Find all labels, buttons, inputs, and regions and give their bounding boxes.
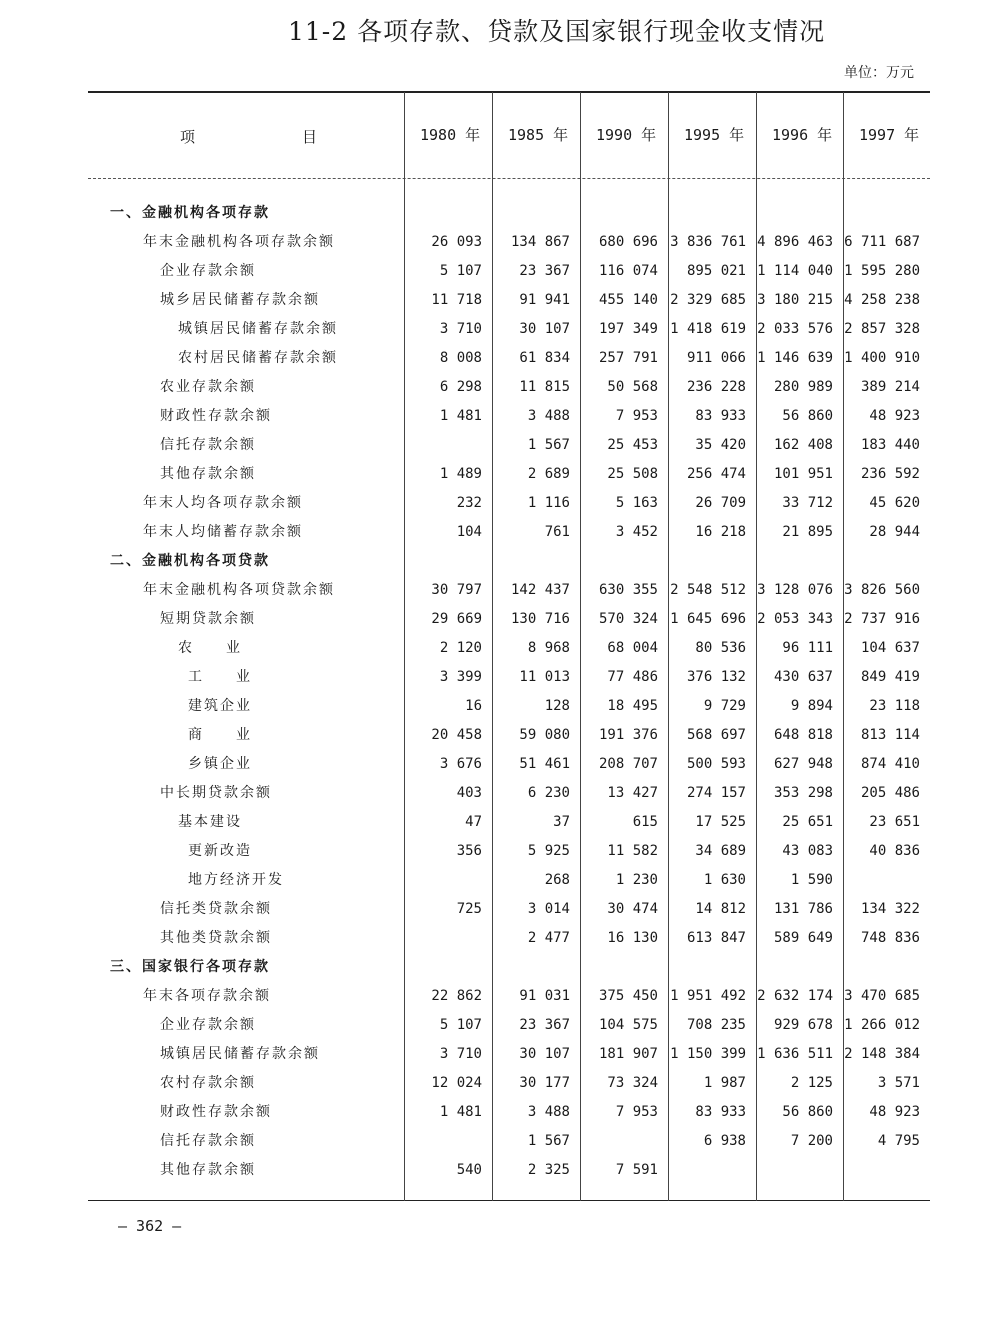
cell-value: 3 710 (439, 321, 482, 337)
table-row (88, 953, 930, 982)
cell-value: 1 400 910 (844, 350, 920, 366)
cell-value: 20 458 (431, 727, 482, 743)
cell-value: 268 (544, 872, 570, 888)
cell-value: 1 630 (703, 872, 746, 888)
cell-value: 16 130 (607, 930, 658, 946)
cell-value: 4 795 (877, 1133, 920, 1149)
cell-value: 11 815 (519, 379, 570, 395)
cell-value: 50 568 (607, 379, 658, 395)
row-label: 年末金融机构各项存款余额 (143, 234, 335, 250)
cell-value: 23 651 (869, 814, 920, 830)
table-row (88, 576, 930, 605)
cell-value: 455 140 (598, 292, 658, 308)
table-row (88, 750, 930, 779)
row-label: 基本建设 (178, 814, 242, 830)
table-row (88, 199, 930, 228)
cell-value: 9 894 (790, 698, 833, 714)
row-label: 短期贷款余额 (160, 611, 256, 627)
cell-value: 2 477 (527, 930, 570, 946)
cell-value: 33 712 (782, 495, 833, 511)
cell-value: 191 376 (598, 727, 658, 743)
row-label: 年末人均各项存款余额 (143, 495, 303, 511)
table-row (88, 866, 930, 895)
cell-value: 2 125 (790, 1075, 833, 1091)
cell-value: 181 907 (598, 1046, 658, 1062)
cell-value: 26 093 (431, 234, 482, 250)
table-row (88, 895, 930, 924)
cell-value: 5 107 (439, 1017, 482, 1033)
cell-value: 77 486 (607, 669, 658, 685)
cell-value: 849 419 (860, 669, 920, 685)
cell-value (580, 1127, 668, 1156)
cell-value (668, 1156, 756, 1185)
cell-value: 104 637 (860, 640, 920, 656)
cell-value: 13 427 (607, 785, 658, 801)
cell-value (404, 431, 492, 460)
cell-value: 5 107 (439, 263, 482, 279)
cell-value (843, 953, 930, 982)
cell-value: 1 481 (439, 408, 482, 424)
cell-value (404, 953, 492, 982)
cell-value: 34 689 (695, 843, 746, 859)
cell-value: 83 933 (695, 408, 746, 424)
cell-value: 430 637 (773, 669, 833, 685)
cell-value: 83 933 (695, 1104, 746, 1120)
cell-value: 91 031 (519, 988, 570, 1004)
header-year-1995: 1995 年 (684, 126, 745, 144)
cell-value: 128 (544, 698, 570, 714)
cell-value: 2 148 384 (844, 1046, 920, 1062)
cell-value: 17 525 (695, 814, 746, 830)
cell-value: 627 948 (773, 756, 833, 772)
cell-value: 30 474 (607, 901, 658, 917)
cell-value: 30 177 (519, 1075, 570, 1091)
row-label: 农业存款余额 (160, 379, 256, 395)
cell-value: 68 004 (607, 640, 658, 656)
cell-value: 375 450 (598, 988, 658, 1004)
row-label: 财政性存款余额 (160, 1104, 272, 1120)
table-row (88, 779, 930, 808)
cell-value: 911 066 (686, 350, 746, 366)
header-year-1985: 1985 年 (508, 126, 569, 144)
row-label: 年末各项存款余额 (143, 988, 271, 1004)
cell-value: 162 408 (773, 437, 833, 453)
unit-label: 单位：万元 (844, 65, 914, 81)
row-label: 企业存款余额 (160, 263, 256, 279)
cell-value: 648 818 (773, 727, 833, 743)
cell-value: 6 938 (703, 1133, 746, 1149)
row-label: 其他存款余额 (160, 1162, 256, 1178)
cell-value (404, 1127, 492, 1156)
cell-value: 40 836 (869, 843, 920, 859)
cell-value: 232 (456, 495, 482, 511)
cell-value: 30 797 (431, 582, 482, 598)
cell-value: 1 645 696 (670, 611, 746, 627)
cell-value: 56 860 (782, 408, 833, 424)
cell-value: 104 (456, 524, 482, 540)
table-row (88, 1098, 930, 1127)
cell-value: 208 707 (598, 756, 658, 772)
cell-value: 14 812 (695, 901, 746, 917)
cell-value: 2 857 328 (844, 321, 920, 337)
cell-value: 5 925 (527, 843, 570, 859)
cell-value: 25 508 (607, 466, 658, 482)
row-label: 农村居民储蓄存款余额 (178, 350, 338, 366)
cell-value (492, 953, 580, 982)
table-row (88, 1069, 930, 1098)
table-row (88, 663, 930, 692)
cell-value: 59 080 (519, 727, 570, 743)
header-year-1996: 1996 年 (772, 126, 833, 144)
row-label: 地方经济开发 (188, 872, 284, 888)
cell-value: 25 651 (782, 814, 833, 830)
row-label: 城镇居民储蓄存款余额 (160, 1046, 320, 1062)
cell-value: 56 860 (782, 1104, 833, 1120)
header-rule (88, 178, 930, 179)
cell-value: 1 150 399 (670, 1046, 746, 1062)
row-label: 三、国家银行各项存款 (110, 959, 270, 975)
cell-value: 11 718 (431, 292, 482, 308)
cell-value: 35 420 (695, 437, 746, 453)
cell-value: 80 536 (695, 640, 746, 656)
table-row (88, 431, 930, 460)
cell-value: 7 591 (615, 1162, 658, 1178)
cell-value (404, 199, 492, 228)
cell-value: 183 440 (860, 437, 920, 453)
row-label: 一、金融机构各项存款 (110, 205, 270, 221)
row-label: 建筑企业 (188, 698, 252, 714)
cell-value: 280 989 (773, 379, 833, 395)
cell-value: 3 488 (527, 1104, 570, 1120)
cell-value: 3 826 560 (844, 582, 920, 598)
cell-value: 47 (465, 814, 482, 830)
cell-value: 1 146 639 (757, 350, 833, 366)
cell-value: 25 453 (607, 437, 658, 453)
cell-value: 2 325 (527, 1162, 570, 1178)
header-year-1980: 1980 年 (420, 126, 481, 144)
table-row (88, 228, 930, 257)
cell-value: 630 355 (598, 582, 658, 598)
cell-value: 48 923 (869, 1104, 920, 1120)
cell-value: 680 696 (598, 234, 658, 250)
cell-value: 37 (553, 814, 570, 830)
cell-value (580, 199, 668, 228)
cell-value: 895 021 (686, 263, 746, 279)
cell-value: 43 083 (782, 843, 833, 859)
row-label: 其他类贷款余额 (160, 930, 272, 946)
table-row (88, 257, 930, 286)
cell-value: 4 896 463 (757, 234, 833, 250)
header-item (180, 126, 318, 147)
cell-value (668, 547, 756, 576)
cell-value: 23 367 (519, 263, 570, 279)
cell-value (492, 199, 580, 228)
header-item-right: 目 (302, 128, 318, 146)
cell-value: 8 968 (527, 640, 570, 656)
table-row (88, 808, 930, 837)
cell-value: 23 367 (519, 1017, 570, 1033)
cell-value: 2 120 (439, 640, 482, 656)
table-row (88, 344, 930, 373)
row-label: 其他存款余额 (160, 466, 256, 482)
cell-value: 353 298 (773, 785, 833, 801)
cell-value: 1 481 (439, 1104, 482, 1120)
cell-value: 1 636 511 (757, 1046, 833, 1062)
cell-value: 29 669 (431, 611, 482, 627)
cell-value (756, 953, 843, 982)
cell-value: 16 218 (695, 524, 746, 540)
cell-value: 61 834 (519, 350, 570, 366)
cell-value: 2 632 174 (757, 988, 833, 1004)
cell-value (668, 199, 756, 228)
cell-value: 1 567 (527, 437, 570, 453)
cell-value: 3 676 (439, 756, 482, 772)
cell-value (756, 547, 843, 576)
table-row (88, 1040, 930, 1069)
cell-value: 11 013 (519, 669, 570, 685)
table-row (88, 721, 930, 750)
row-label: 财政性存款余额 (160, 408, 272, 424)
cell-value: 51 461 (519, 756, 570, 772)
cell-value: 96 111 (782, 640, 833, 656)
cell-value: 3 180 215 (757, 292, 833, 308)
cell-value: 48 923 (869, 408, 920, 424)
row-label: 企业存款余额 (160, 1017, 256, 1033)
cell-value: 6 230 (527, 785, 570, 801)
cell-value: 45 620 (869, 495, 920, 511)
cell-value: 748 836 (860, 930, 920, 946)
cell-value: 1 230 (615, 872, 658, 888)
table-row (88, 924, 930, 953)
cell-value: 615 (632, 814, 658, 830)
cell-value: 205 486 (860, 785, 920, 801)
cell-value: 1 266 012 (844, 1017, 920, 1033)
cell-value: 708 235 (686, 1017, 746, 1033)
cell-value (404, 924, 492, 953)
cell-value: 236 592 (860, 466, 920, 482)
page-title: 11-2 各项存款、贷款及国家银行现金收支情况 (288, 17, 826, 46)
table-row (88, 1127, 930, 1156)
cell-value: 1 114 040 (757, 263, 833, 279)
bottom-rule (88, 1200, 930, 1201)
row-label: 中长期贷款余额 (160, 785, 272, 801)
cell-value: 874 410 (860, 756, 920, 772)
cell-value: 1 987 (703, 1075, 746, 1091)
cell-value: 73 324 (607, 1075, 658, 1091)
cell-value: 1 116 (527, 495, 570, 511)
cell-value: 356 (456, 843, 482, 859)
cell-value: 22 862 (431, 988, 482, 1004)
cell-value: 101 951 (773, 466, 833, 482)
row-label: 乡镇企业 (188, 756, 252, 772)
cell-value: 256 474 (686, 466, 746, 482)
cell-value: 12 024 (431, 1075, 482, 1091)
cell-value: 134 867 (510, 234, 570, 250)
row-label: 农村存款余额 (160, 1075, 256, 1091)
table-row (88, 373, 930, 402)
table-row (88, 692, 930, 721)
cell-value: 813 114 (860, 727, 920, 743)
cell-value: 6 711 687 (844, 234, 920, 250)
cell-value: 274 157 (686, 785, 746, 801)
cell-value: 116 074 (598, 263, 658, 279)
table-row (88, 1156, 930, 1185)
row-label: 城镇居民储蓄存款余额 (178, 321, 338, 337)
cell-value: 131 786 (773, 901, 833, 917)
cell-value: 3 710 (439, 1046, 482, 1062)
cell-value: 91 941 (519, 292, 570, 308)
cell-value: 104 575 (598, 1017, 658, 1033)
cell-value (756, 199, 843, 228)
cell-value: 376 132 (686, 669, 746, 685)
cell-value (668, 953, 756, 982)
cell-value: 570 324 (598, 611, 658, 627)
row-label: 农 业 (178, 640, 242, 656)
cell-value: 5 163 (615, 495, 658, 511)
cell-value: 568 697 (686, 727, 746, 743)
cell-value: 7 200 (790, 1133, 833, 1149)
cell-value (492, 547, 580, 576)
table-row (88, 982, 930, 1011)
cell-value (404, 547, 492, 576)
cell-value: 21 895 (782, 524, 833, 540)
cell-value: 1 951 492 (670, 988, 746, 1004)
cell-value (404, 866, 492, 895)
cell-value (843, 547, 930, 576)
cell-value: 3 571 (877, 1075, 920, 1091)
table-row (88, 402, 930, 431)
cell-value: 2 329 685 (670, 292, 746, 308)
cell-value: 761 (544, 524, 570, 540)
cell-value (843, 866, 930, 895)
cell-value: 8 008 (439, 350, 482, 366)
row-label: 更新改造 (188, 843, 252, 859)
cell-value: 2 737 916 (844, 611, 920, 627)
cell-value: 500 593 (686, 756, 746, 772)
cell-value: 540 (456, 1162, 482, 1178)
cell-value: 197 349 (598, 321, 658, 337)
header-year-1990: 1990 年 (596, 126, 657, 144)
cell-value: 2 548 512 (670, 582, 746, 598)
page-number: — 362 — (118, 1217, 182, 1235)
table-row (88, 1011, 930, 1040)
table-row (88, 518, 930, 547)
cell-value: 589 649 (773, 930, 833, 946)
cell-value: 2 689 (527, 466, 570, 482)
cell-value: 3 014 (527, 901, 570, 917)
cell-value: 30 107 (519, 1046, 570, 1062)
cell-value: 3 488 (527, 408, 570, 424)
cell-value: 134 322 (860, 901, 920, 917)
cell-value: 9 729 (703, 698, 746, 714)
header-item-left: 项 (180, 128, 196, 146)
cell-value (580, 953, 668, 982)
table-row (88, 634, 930, 663)
cell-value: 7 953 (615, 1104, 658, 1120)
cell-value: 257 791 (598, 350, 658, 366)
cell-value: 1 489 (439, 466, 482, 482)
cell-value: 6 298 (439, 379, 482, 395)
table-row (88, 460, 930, 489)
cell-value: 3 836 761 (670, 234, 746, 250)
cell-value: 30 107 (519, 321, 570, 337)
row-label: 城乡居民储蓄存款余额 (160, 292, 320, 308)
cell-value: 2 033 576 (757, 321, 833, 337)
cell-value: 23 118 (869, 698, 920, 714)
data-table (88, 199, 930, 1185)
cell-value: 403 (456, 785, 482, 801)
header-year-1997: 1997 年 (859, 126, 920, 144)
cell-value: 1 590 (790, 872, 833, 888)
cell-value: 3 128 076 (757, 582, 833, 598)
cell-value: 11 582 (607, 843, 658, 859)
cell-value: 929 678 (773, 1017, 833, 1033)
cell-value (843, 1156, 930, 1185)
table-row (88, 837, 930, 866)
cell-value: 26 709 (695, 495, 746, 511)
table-row (88, 489, 930, 518)
row-label: 商 业 (188, 727, 252, 743)
table-row (88, 547, 930, 576)
cell-value: 28 944 (869, 524, 920, 540)
row-label: 信托类贷款余额 (160, 901, 272, 917)
cell-value: 142 437 (510, 582, 570, 598)
cell-value: 16 (465, 698, 482, 714)
cell-value: 725 (456, 901, 482, 917)
table-row (88, 605, 930, 634)
cell-value (580, 547, 668, 576)
cell-value: 4 258 238 (844, 292, 920, 308)
cell-value: 3 470 685 (844, 988, 920, 1004)
cell-value: 1 567 (527, 1133, 570, 1149)
cell-value (843, 199, 930, 228)
row-label: 年末人均储蓄存款余额 (143, 524, 303, 540)
cell-value (756, 1156, 843, 1185)
cell-value: 130 716 (510, 611, 570, 627)
cell-value: 3 452 (615, 524, 658, 540)
row-label: 年末金融机构各项贷款余额 (143, 582, 335, 598)
cell-value: 1 418 619 (670, 321, 746, 337)
top-rule (88, 91, 930, 93)
row-label: 工 业 (188, 669, 252, 685)
cell-value: 2 053 343 (757, 611, 833, 627)
cell-value: 389 214 (860, 379, 920, 395)
cell-value: 236 228 (686, 379, 746, 395)
row-label: 二、金融机构各项贷款 (110, 553, 270, 569)
cell-value: 613 847 (686, 930, 746, 946)
row-label: 信托存款余额 (160, 1133, 256, 1149)
table-row (88, 286, 930, 315)
cell-value: 3 399 (439, 669, 482, 685)
cell-value: 18 495 (607, 698, 658, 714)
table-row (88, 315, 930, 344)
cell-value: 7 953 (615, 408, 658, 424)
cell-value: 1 595 280 (844, 263, 920, 279)
row-label: 信托存款余额 (160, 437, 256, 453)
